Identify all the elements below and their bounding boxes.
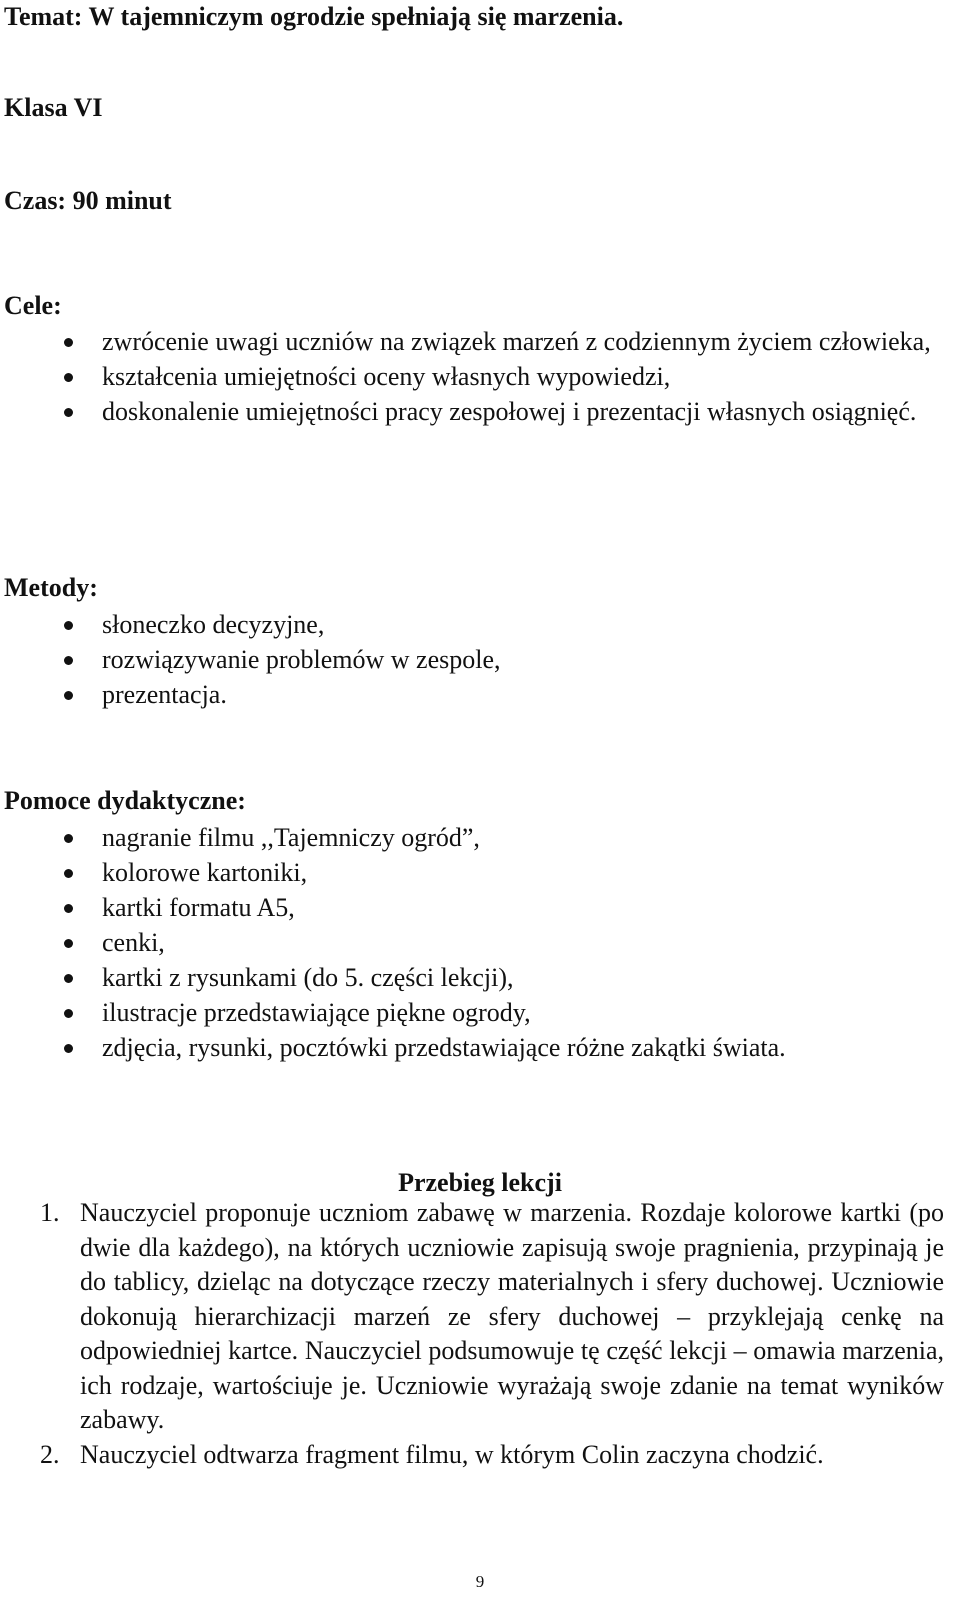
bullet-icon	[64, 1009, 73, 1018]
bullet-icon	[64, 373, 73, 382]
aids-list-item: kartki formatu A5,	[0, 890, 960, 925]
lesson-steps-list	[0, 1196, 960, 1472]
bullet-icon	[64, 869, 73, 878]
methods-list	[0, 607, 960, 712]
step-text: Nauczyciel odtwarza fragment filmu, w którym Colin zaczyna chodzić.	[80, 1439, 824, 1469]
step-text: Nauczyciel proponuje uczniom zabawę w marzenia. Rozdaje kolorowe kartki (po dwie dla każdego), na których uczniowie zapisują swoje pragnienia, przypinają je do tablicy, dzieląc na dotyczące rzeczy materialnych i sfery duchowej. Uczniowie dokonują hierarchizacji marzeń ze sfery duchowej – przyklejają cenkę na odpowiedniej kartce. Nauczyciel podsumowuje tę część lekcji – omawia marzenia, ich rodzaje, wartościuje je. Uczniowie wyrażają swoje zdanie na temat wyników zabawy.	[80, 1198, 944, 1434]
goals-list-item: zwrócenie uwagi uczniów na związek marzeń z codziennym życiem człowieka,	[0, 324, 960, 359]
lesson-topic: Temat: W tajemniczym ogrodzie spełniają się marzenia.	[4, 2, 624, 31]
aids-list	[0, 820, 960, 1065]
lesson-course-heading: Przebieg lekcji	[398, 1168, 562, 1197]
methods-heading: Metody:	[4, 573, 98, 602]
lesson-step	[0, 1196, 960, 1438]
bullet-icon	[64, 834, 73, 843]
bullet-icon	[64, 974, 73, 983]
bullet-icon	[64, 656, 73, 665]
lesson-duration: Czas: 90 minut	[4, 186, 172, 215]
aids-list-item: cenki,	[0, 925, 960, 960]
aids-list-item: nagranie filmu ,,Tajemniczy ogród”,	[0, 820, 960, 855]
aids-list-item: zdjęcia, rysunki, pocztówki przedstawiające różne zakątki świata.	[0, 1030, 960, 1065]
bullet-icon	[64, 904, 73, 913]
bullet-icon	[64, 408, 73, 417]
class-level: Klasa VI	[4, 93, 103, 122]
aids-list-item: kartki z rysunkami (do 5. części lekcji),	[0, 960, 960, 995]
aids-heading: Pomoce dydaktyczne:	[4, 786, 246, 815]
bullet-icon	[64, 338, 73, 347]
step-number: 2.	[40, 1439, 60, 1469]
bullet-icon	[64, 1044, 73, 1053]
aids-list-item: kolorowe kartoniki,	[0, 855, 960, 890]
bullet-icon	[64, 939, 73, 948]
step-number: 1.	[40, 1198, 60, 1227]
lesson-step	[0, 1438, 960, 1473]
methods-list-item: prezentacja.	[0, 677, 960, 712]
bullet-icon	[64, 691, 73, 700]
goals-list	[0, 324, 960, 429]
goals-list-item: kształcenia umiejętności oceny własnych wypowiedzi,	[0, 359, 960, 394]
page-number: 9	[475, 1572, 485, 1591]
goals-heading: Cele:	[4, 291, 62, 320]
bullet-icon	[64, 621, 73, 630]
methods-list-item: słoneczko decyzyjne,	[0, 607, 960, 642]
goals-list-item: doskonalenie umiejętności pracy zespołowej i prezentacji własnych osiągnięć.	[0, 394, 960, 429]
methods-list-item: rozwiązywanie problemów w zespole,	[0, 642, 960, 677]
aids-list-item: ilustracje przedstawiające piękne ogrody,	[0, 995, 960, 1030]
